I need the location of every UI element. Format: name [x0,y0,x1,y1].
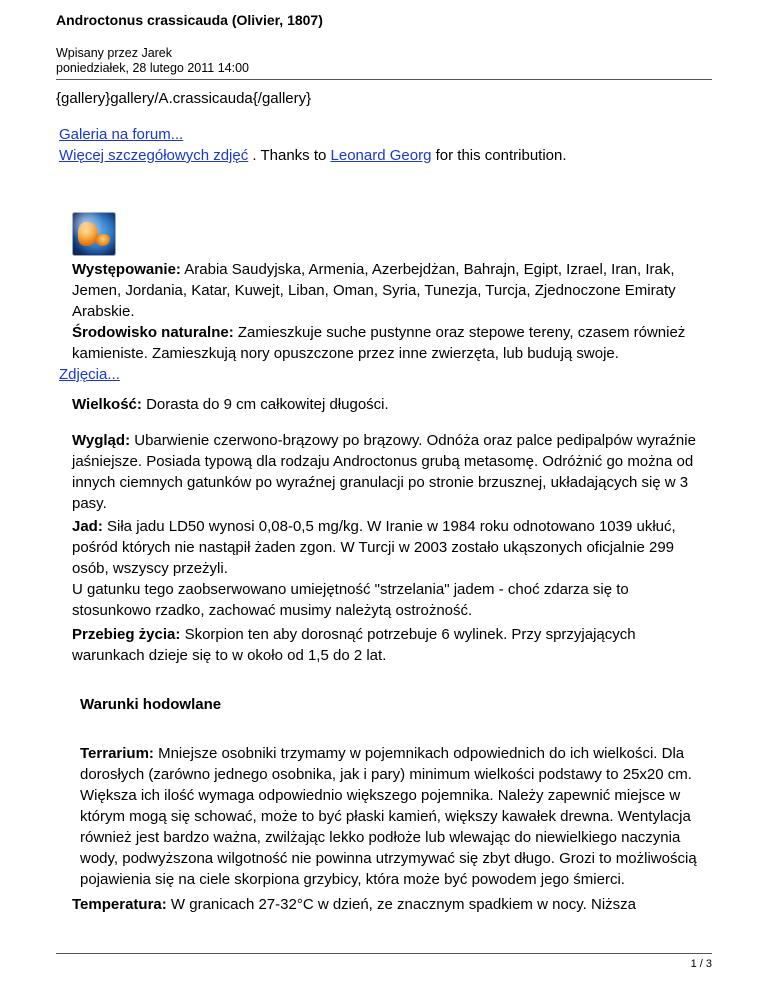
life-text: Skorpion ten aby dorosnąć potrzebuje 6 wylinek. Przy sprzyjających warunkach dzieje się to w około od 1,5 do 2 lat. [72,626,636,664]
venom-label: Jad: [72,518,103,535]
terrarium-label: Terrarium: [80,745,154,762]
section-habitat [56,322,712,385]
links-block [56,124,712,166]
header-divider [56,79,712,80]
section-appearance [56,430,712,514]
venom-text: Siła jadu LD50 wynosi 0,08-0,5 mg/kg. W Iranie w 1984 roku odnotowano 1039 ukłuć, pośród których nie nastąpił żaden zgon. W Turcji w 2003 zostało ukąszonych oficjalnie 299 osób, wszyscy przeżyli. [72,518,676,577]
section-terrarium [56,743,712,890]
globe-icon [72,212,116,256]
date-line: poniedziałek, 28 lutego 2011 14:00 [56,61,249,75]
habitat-photos-link[interactable]: Zdjęcia... [59,366,120,383]
section-occurrence [56,259,712,322]
gallery-tag: {gallery}gallery/A.crassicauda{/gallery} [56,90,312,107]
occurrence-label: Występowanie: [72,261,181,278]
page-number: 1 / 3 [690,958,712,970]
page-title: Androctonus crassicauda (Olivier, 1807) [56,12,323,28]
contribution-text: for this contribution. [435,147,567,164]
section-temperature [56,894,712,915]
section-size [56,394,712,415]
size-text: Dorasta do 9 cm całkowitej długości. [146,396,389,413]
life-label: Przebieg życia: [72,626,181,643]
size-label: Wielkość: [72,396,142,413]
thanks-text: . Thanks to [252,147,327,164]
habitat-text: Zamieszkuje suche pustynne oraz stepowe tereny, czasem również kamieniste. Zamieszkują nory opuszczone przez inne zwierzęta, lub budują swoje. [72,324,686,362]
venom-note: U gatunku tego zaobserwowano umiejętność "strzelania" jadem - choć zdarza się to stosunkowo rzadko, zachować musimy należytą ostrożność. [72,581,629,619]
forum-gallery-link[interactable]: Galeria na forum... [59,126,184,143]
more-photos-link[interactable]: Więcej szczegółowych zdjęć [59,147,249,164]
section-venom [56,516,712,621]
temperature-label: Temperatura: [72,896,167,913]
appearance-text: Ubarwienie czerwono-brązowy po brązowy. Odnóża oraz palce pedipalpów wyraźnie jaśniejsze. Posiada typową dla rodzaju Androctonus grubą metasomę. Odróżnić go można od innych ciemnych gatunków po wyraźnej granulacji po stronie brzusznej, układających się w 3 pasy. [72,432,696,512]
habitat-label: Środowisko naturalne: [72,324,234,341]
section-life [56,624,712,666]
occurrence-text: Arabia Saudyjska, Armenia, Azerbejdżan, Bahrajn, Egipt, Izrael, Iran, Irak, Jemen, Jordania, Katar, Kuwejt, Liban, Oman, Syria, Tunezja, Turcja, Zjednoczone Emiraty Arabskie. [72,261,676,320]
contributor-link[interactable]: Leonard Georg [330,147,432,164]
terrarium-text: Mniejsze osobniki trzymamy w pojemnikach odpowiednich do ich wielkości. Dla dorosłych (zarówno jednego osobnika, jak i pary) minimum wielkości podstawy to 25x20 cm. Większa ich ilość wymaga odpowiednio większego pojemnika. Należy zapewnić miejsce w którym mogą się schować, może to być płaski kamień, większy kawałek drewna. Wentylacja również jest bardzo ważna, zwilżając lekko podłoże lub wlewając do niewielkiego naczynia wody, podwyższona wilgotność nie powinna utrzymywać się zbyt długo. Grozi to możliwością pojawienia się na ciele skorpiona grzybicy, która może być powodem jego śmierci. [80,745,697,888]
breeding-heading: Warunki hodowlane [80,696,222,713]
temperature-text: W granicach 27-32°C w dzień, ze znacznym spadkiem w nocy. Niższa [170,896,636,913]
footer-divider [56,953,712,954]
appearance-label: Wygląd: [72,432,131,449]
author-line: Wpisany przez Jarek [56,46,173,60]
